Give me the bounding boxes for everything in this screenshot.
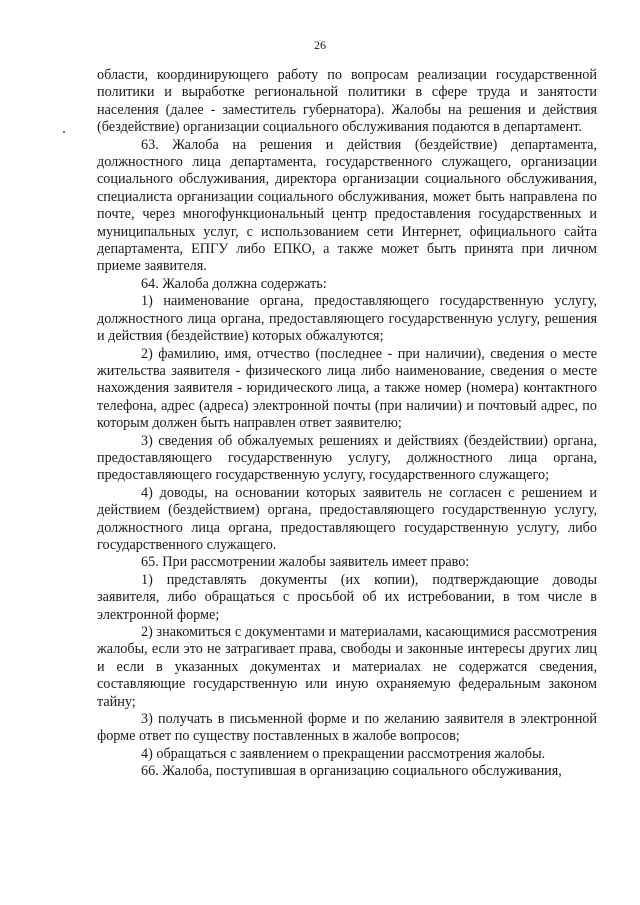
document-body bbox=[97, 67, 597, 781]
paragraph-66: 66. Жалоба, поступившая в организацию социального обслуживания, bbox=[141, 763, 562, 780]
paragraph-continuation: области, координирующего работу по вопросам реализации государственной политики и выработке региональной политики в сфере труда и занятости населения (далее - заместитель губернатора). Жалобы на решения и действия (бездействие) организации социального обслуживания подаются в департамент. bbox=[97, 67, 597, 136]
paragraph-65-item-2: 2) знакомиться с документами и материалами, касающимися рассмотрения жалобы, если это не затрагивает права, свободы и законные интересы других лиц и если в указанных документах и материалах не содержатся сведения, составляющие государственную или иную охраняемую федеральным законом тайну; bbox=[97, 624, 597, 710]
paragraph-64-item-3: 3) сведения об обжалуемых решениях и действиях (бездействии) органа, предоставляющего государственную услугу, должностного лица органа, предоставляющего государственную услугу, государственного служащего; bbox=[97, 432, 597, 484]
paragraph-64-item-4: 4) доводы, на основании которых заявитель не согласен с решением и действием (бездействием) органа, предоставляющего государственную услугу, должностного лица органа, предоставляющего государственную услугу, либо государственного служащего. bbox=[97, 484, 597, 553]
paragraph-65: 65. При рассмотрении жалобы заявитель имеет право: bbox=[141, 554, 470, 571]
page-number: 26 bbox=[314, 38, 326, 52]
paragraph-65-item-3: 3) получать в письменной форме и по желанию заявителя в электронной форме ответ по существу поставленных в жалобе вопросов; bbox=[97, 711, 597, 745]
margin-mark bbox=[63, 131, 65, 133]
paragraph-64-item-1: 1) наименование органа, предоставляющего государственную услугу, должностного лица органа, предоставляющего государственную услугу, решения и действия (бездействие) которых обжалуются; bbox=[97, 293, 597, 345]
paragraph-64-item-2: 2) фамилию, имя, отчество (последнее - при наличии), сведения о месте жительства заявителя - физического лица либо наименование, сведения о месте нахождения заявителя - юридического лица, а также номер (номера) контактного телефона, адрес (адреса) электронной почты (при наличии) и почтовый адрес, по которым должен быть направлен ответ заявителю; bbox=[97, 345, 597, 432]
paragraph-65-item-4: 4) обращаться с заявлением о прекращении рассмотрения жалобы. bbox=[141, 745, 546, 762]
paragraph-65-item-1: 1) представлять документы (их копии), подтверждающие доводы заявителя, либо обращаться с просьбой об их истребовании, в том числе в электронной форме; bbox=[97, 571, 597, 623]
paragraph-63: 63. Жалоба на решения и действия (бездействие) департамента, должностного лица департамента, государственного служащего, организации социального обслуживания, директора организации социального обслуживания, специалиста организации социального обслуживания, может быть направлена по почте, через многофункциональный центр предоставления государственных и муниципальных услуг, с использованием сети Интернет, официального сайта департамента, ЕПГУ либо ЕПКО, а также может быть принята при личном приеме заявителя. bbox=[97, 136, 597, 275]
paragraph-64: 64. Жалоба должна содержать: bbox=[141, 275, 327, 292]
